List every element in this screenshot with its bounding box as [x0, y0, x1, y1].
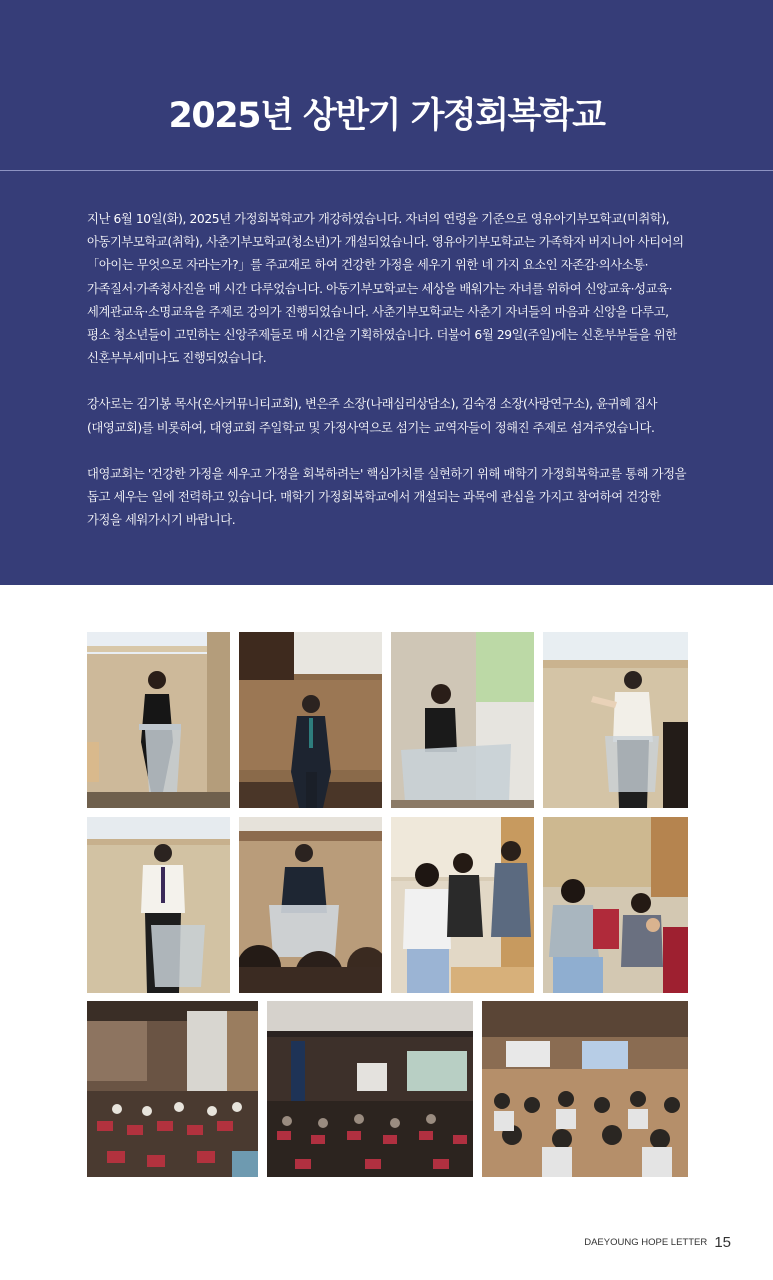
title-band: [0, 0, 773, 171]
photo-female-speaker-podium: [87, 632, 230, 808]
page-title: 2025년 상반기 가정회복학교: [168, 96, 605, 136]
footer: [584, 1232, 731, 1251]
photo-women-chatting-group: [391, 817, 534, 993]
article-paragraph-intro: 지난 6월 10일(화), 2025년 가정회복학교가 개강하였습니다. 자녀의 연령을 기준으로 영유아기부모학교(미취학), 아동기부모학교(취학), 사춘기부모학교(청소년)가 개설되었습니다. 영유아기부모학교는 가족학자 버지니아 사티어의 「아이는 무엇으로 자라는가?」를 주교재로 하여 건강한 가정을 세우기 위한 네 가지 요소인 자존감·의사소통·가족질서·가족청사진을 매 시간 다루었습니다. 아동기부모학교는 세상을 배워가는 자녀를 위하여 신앙교육·성교육·세계관교육·소명교육을 주제로 강의가 진행되었습니다. 사춘기부모학교는 사춘기 자녀들의 마음과 신앙을 다루고, 평소 청소년들이 고민하는 신앙주제들로 매 시간을 기획하였습니다. 더불어 6월 29일(주일)에는 신혼부부들을 위한 신혼부부세미나도 진행되었습니다.: [87, 212, 684, 366]
photo-male-speaker-dark-suit: [239, 632, 382, 808]
photo-audience-center-screen: [267, 1001, 473, 1177]
photo-male-speaker-tie-lectern: [87, 817, 230, 993]
article-paragraph-closing: 대영교회는 '건강한 가정을 세우고 가정을 회복하려는' 핵심가치를 실현하기 위해 매학기 가정회복학교를 통해 가정을 돕고 세우는 일에 전력하고 있습니다. 매학기 가정회복학교에서 개설되는 과목에 관심을 가지고 참여하여 건강한 가정을 세워가시기 바랍니다.: [87, 466, 687, 528]
page-number: 15: [714, 1234, 731, 1251]
photo-audience-right-view: [482, 1001, 688, 1177]
photo-audience-left-view: [87, 1001, 258, 1177]
footer-publication-label: DAEYOUNG HOPE LETTER: [584, 1237, 708, 1248]
photo-male-speaker-audience: [239, 817, 382, 993]
article-paragraph-speakers: 강사로는 김기봉 목사(온사커뮤니티교회), 변은주 소장(나래심리상담소), 김숙경 소장(사랑연구소), 윤귀혜 집사(대영교회)를 비롯하여, 대영교회 주일학교 및 가정사역으로 섬기는 교역자들이 정해진 주제로 섬겨주었습니다.: [87, 397, 658, 435]
article-body: [87, 208, 691, 555]
intro-panel: [0, 0, 773, 585]
photo-parents-with-child: [543, 817, 688, 993]
photo-male-speaker-white-shirt: [543, 632, 688, 808]
photo-female-speaker-clear-lectern: [391, 632, 534, 808]
